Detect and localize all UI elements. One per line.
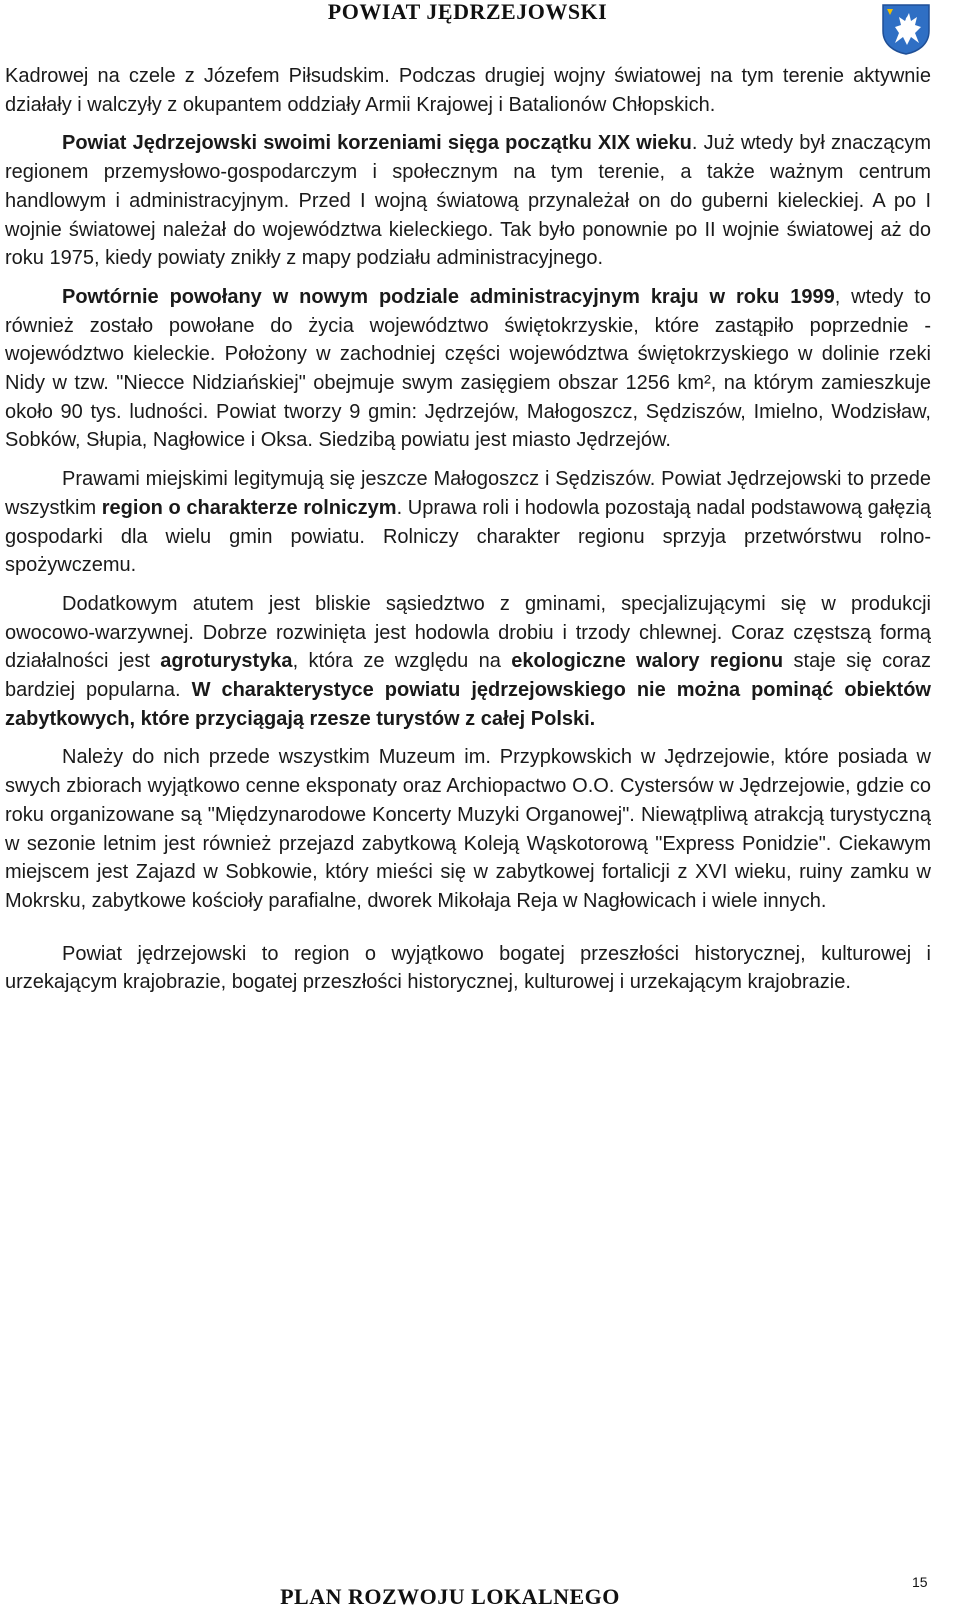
text-run: Dodatkowym atutem jest bliskie sąsiedztwo z gminami, specjalizującymi się w produkcji owocowo-warzywnej. Dobrze rozwinięta jest hodowla drobiu i trzody chlewnej. Coraz częstszą formą działalności jest — [5, 592, 931, 673]
text-run: , wtedy to również zostało powołane do życia województwo świętokrzyskie, które zastąpiło poprzednie - województwo kieleckie. Położony w zachodniej części województwa świętokrzyskiego w dolinie rzeki Nidy w tzw. "Niecce Nidziańskiej" obejmuje swym zasięgiem obszar 1256 km² — [5, 285, 931, 395]
paragraph-monuments — [5, 743, 931, 915]
text-run: . Uprawa roli i hodowla pozostają nadal podstawową gałęzią gospodarki dla wielu gmin powiatu. Rolniczy charakter regionu sprzyja przetwórstwu rolno-spożywczemu. — [5, 496, 931, 577]
text-run: Prawami miejskimi legitymują się jeszcze Małogoszcz i Sędziszów. Powiat Jędrzejowski to przede wszystkim — [5, 468, 931, 519]
paragraph-powiat-origins — [5, 129, 931, 273]
bold-run: region o charakterze rolniczym — [101, 496, 397, 519]
bold-run: ekologiczne walory regionu — [511, 650, 784, 673]
page-header-title: POWIAT JĘDRZEJOWSKI — [327, 0, 608, 24]
paragraph-history-end — [5, 62, 931, 119]
paragraph-agriculture — [5, 465, 931, 580]
text-run: staje się coraz bardziej popularna. — [5, 650, 932, 702]
text-run: Należy do nich przede wszystkim Muzeum im. Przypkowskich w Jędrzejowie, które posiada w swych zbiorach wyjątkowo cenne eksponaty oraz Archiopactwo O.O. Cystersów w Jędrzejowie, gdzie co roku organizowane są "Międzynarodowe Koncerty Muzyki Organowej". Niewątpliwą atrakcją turystyczną w sezonie letnim jest również przejazd zabytkową Koleją Wąskotorową "Express Ponidzie". Ciekawym miejscem jest Zajazd w Sobkowie, który mieści się w zabytkowej fortalicji z XVI wieku, ruiny zamku w Mokrsku, zabytkowe kościoły parafialne, dworek Mikołaja Reja w Nagłowicach i wiele innych. — [5, 746, 931, 912]
text-run: . Już wtedy był znaczącym regionem przemysłowo-gospodarczym i społecznym na tym terenie, a także ważnym centrum handlowym i administracyjnym. Przed I wojną światową przynależał on do guberni kieleckiej. A po I wojnie światowej należał do województwa kieleckiego. Tak było ponownie po II wojnie światowej aż do roku 1975, kiedy powiaty znikły z mapy podziału administracyjnego. — [5, 132, 931, 270]
text-run: Kadrowej na czele z Józefem Piłsudskim. Podczas drugiej wojny światowej na tym terenie aktywnie działały i walczyły z okupantem oddziały Armii Krajowej i Batalionów Chłopskich. — [5, 65, 931, 116]
bold-run: Powiat Jędrzejowski swoimi korzeniami sięga początku XIX wieku — [62, 132, 692, 155]
bold-run: Powtórnie powołany w nowym podziale administracyjnym kraju w roku 1999 — [62, 285, 835, 308]
bold-run: agroturystyka — [160, 650, 293, 673]
bold-run: W charakterystyce powiatu jędrzejowskiego nie można pominąć obiektów zabytkowych, które przyciągają rzesze turystów z całej Polski. — [5, 679, 931, 730]
paragraph-agrotourism — [5, 590, 931, 734]
page-number: 15 — [912, 1574, 928, 1590]
coat-of-arms-icon — [881, 3, 931, 55]
text-run: Powiat jędrzejowski to region o wyjątkowo bogatej przeszłości historycznej, kulturowej i urzekającym krajobrazie, bogatej przeszłości historycznej, kulturowej i urzekającym krajobrazie. — [5, 942, 931, 994]
paragraph-reestablishment — [5, 283, 931, 455]
text-run: , na którym zamieszkuje około 90 tys. ludności. Powiat tworzy 9 gmin: Jędrzejów, Małogoszcz, Sędziszów, Imielno, Wodzisław, Sobków, Słupia, Nagłowice i Oksa. Siedzibą powiatu jest miasto Jędrzejów. — [5, 372, 931, 452]
paragraph-summary — [5, 940, 931, 997]
text-run: , która ze względu na — [292, 650, 512, 673]
document-body — [5, 62, 931, 997]
page-footer-title: PLAN ROZWOJU LOKALNEGO — [280, 1584, 620, 1609]
